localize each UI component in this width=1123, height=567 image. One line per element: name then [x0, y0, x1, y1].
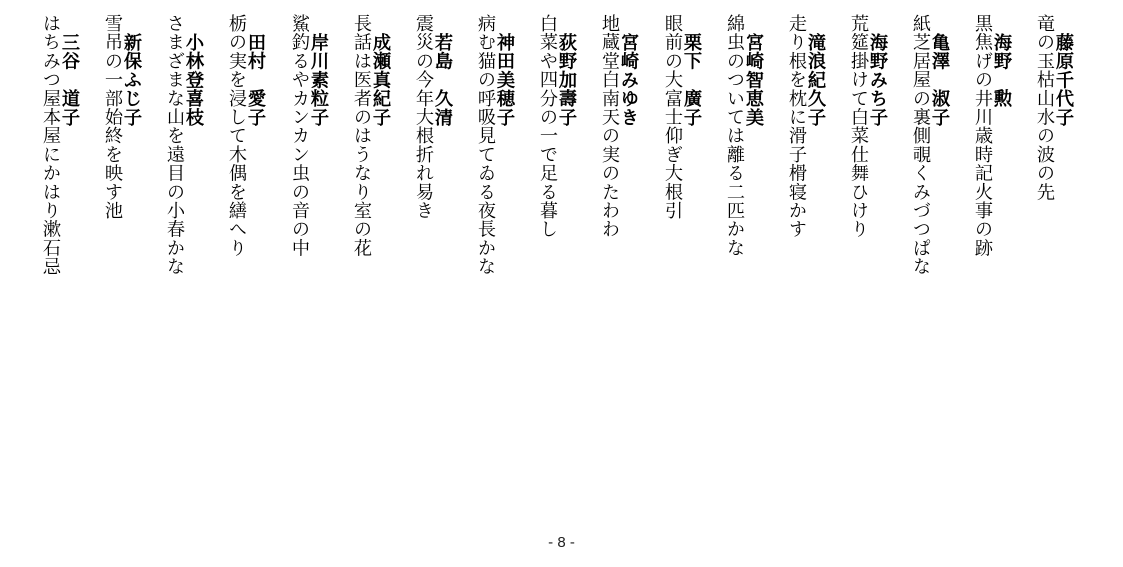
- haiku-text: 走り根を枕に滑子榾寝かす: [786, 14, 807, 239]
- page-number: - 8 -: [548, 534, 575, 551]
- haiku-text: 地蔵堂白南天の実のたわわ: [599, 14, 620, 239]
- haiku-text: 震災の今年大根折れ易き: [413, 14, 434, 220]
- haiku-author: 宮崎みゆき: [618, 33, 639, 127]
- haiku-text: 荒筵掛けて白菜仕舞ひけり: [848, 14, 869, 239]
- haiku-text: さまざまな山を遠目の小春かな: [164, 14, 185, 276]
- haiku-author: 三谷 道子: [59, 33, 80, 127]
- haiku-author: 栗下 廣子: [681, 33, 702, 127]
- haiku-author: 海野 勲: [991, 33, 1012, 108]
- haiku-text: 竜の玉枯山水の波の先: [1034, 14, 1055, 201]
- haiku-text: 眼前の大富士仰ぎ大根引: [662, 14, 683, 220]
- haiku-author: 若島 久清: [432, 33, 453, 127]
- haiku-author: 亀澤 淑子: [929, 33, 950, 127]
- haiku-author: 海野みち子: [867, 33, 888, 127]
- haiku-text: はちみつ屋本屋にかはり漱石忌: [40, 14, 61, 276]
- haiku-text: 黒焦げの井川歳時記火事の跡: [972, 14, 993, 258]
- haiku-author: 成瀬真紀子: [370, 33, 391, 127]
- haiku-author: 小林登喜枝: [183, 33, 204, 127]
- haiku-author: 藤原千代子: [1053, 33, 1074, 127]
- haiku-text: 病む猫の呼吸見てゐる夜長かな: [475, 14, 496, 276]
- haiku-author: 荻野加壽子: [556, 33, 577, 127]
- haiku-text: 長話は医者のはうなり室の花: [351, 14, 372, 258]
- haiku-text: 白菜や四分の一で足る暮し: [537, 14, 558, 239]
- haiku-author: 岸川素粒子: [308, 33, 329, 127]
- haiku-text: 栃の実を浸して木偶を繕へり: [226, 14, 247, 258]
- haiku-text: 綿虫のついては離る二匹かな: [724, 14, 745, 258]
- haiku-author: 宮崎智恵美: [743, 33, 764, 127]
- haiku-text: 鯊釣るやカンカン虫の音の中: [289, 14, 310, 258]
- haiku-author: 新保ふじ子: [121, 33, 142, 127]
- haiku-author: 滝浪紀久子: [805, 33, 826, 127]
- haiku-author: 神田美穂子: [494, 33, 515, 127]
- haiku-text: 紙芝居屋の裏側覗くみづつぱな: [910, 14, 931, 276]
- haiku-text: 雪吊の一部始終を映す池: [102, 14, 123, 220]
- haiku-author: 田村 愛子: [245, 33, 266, 127]
